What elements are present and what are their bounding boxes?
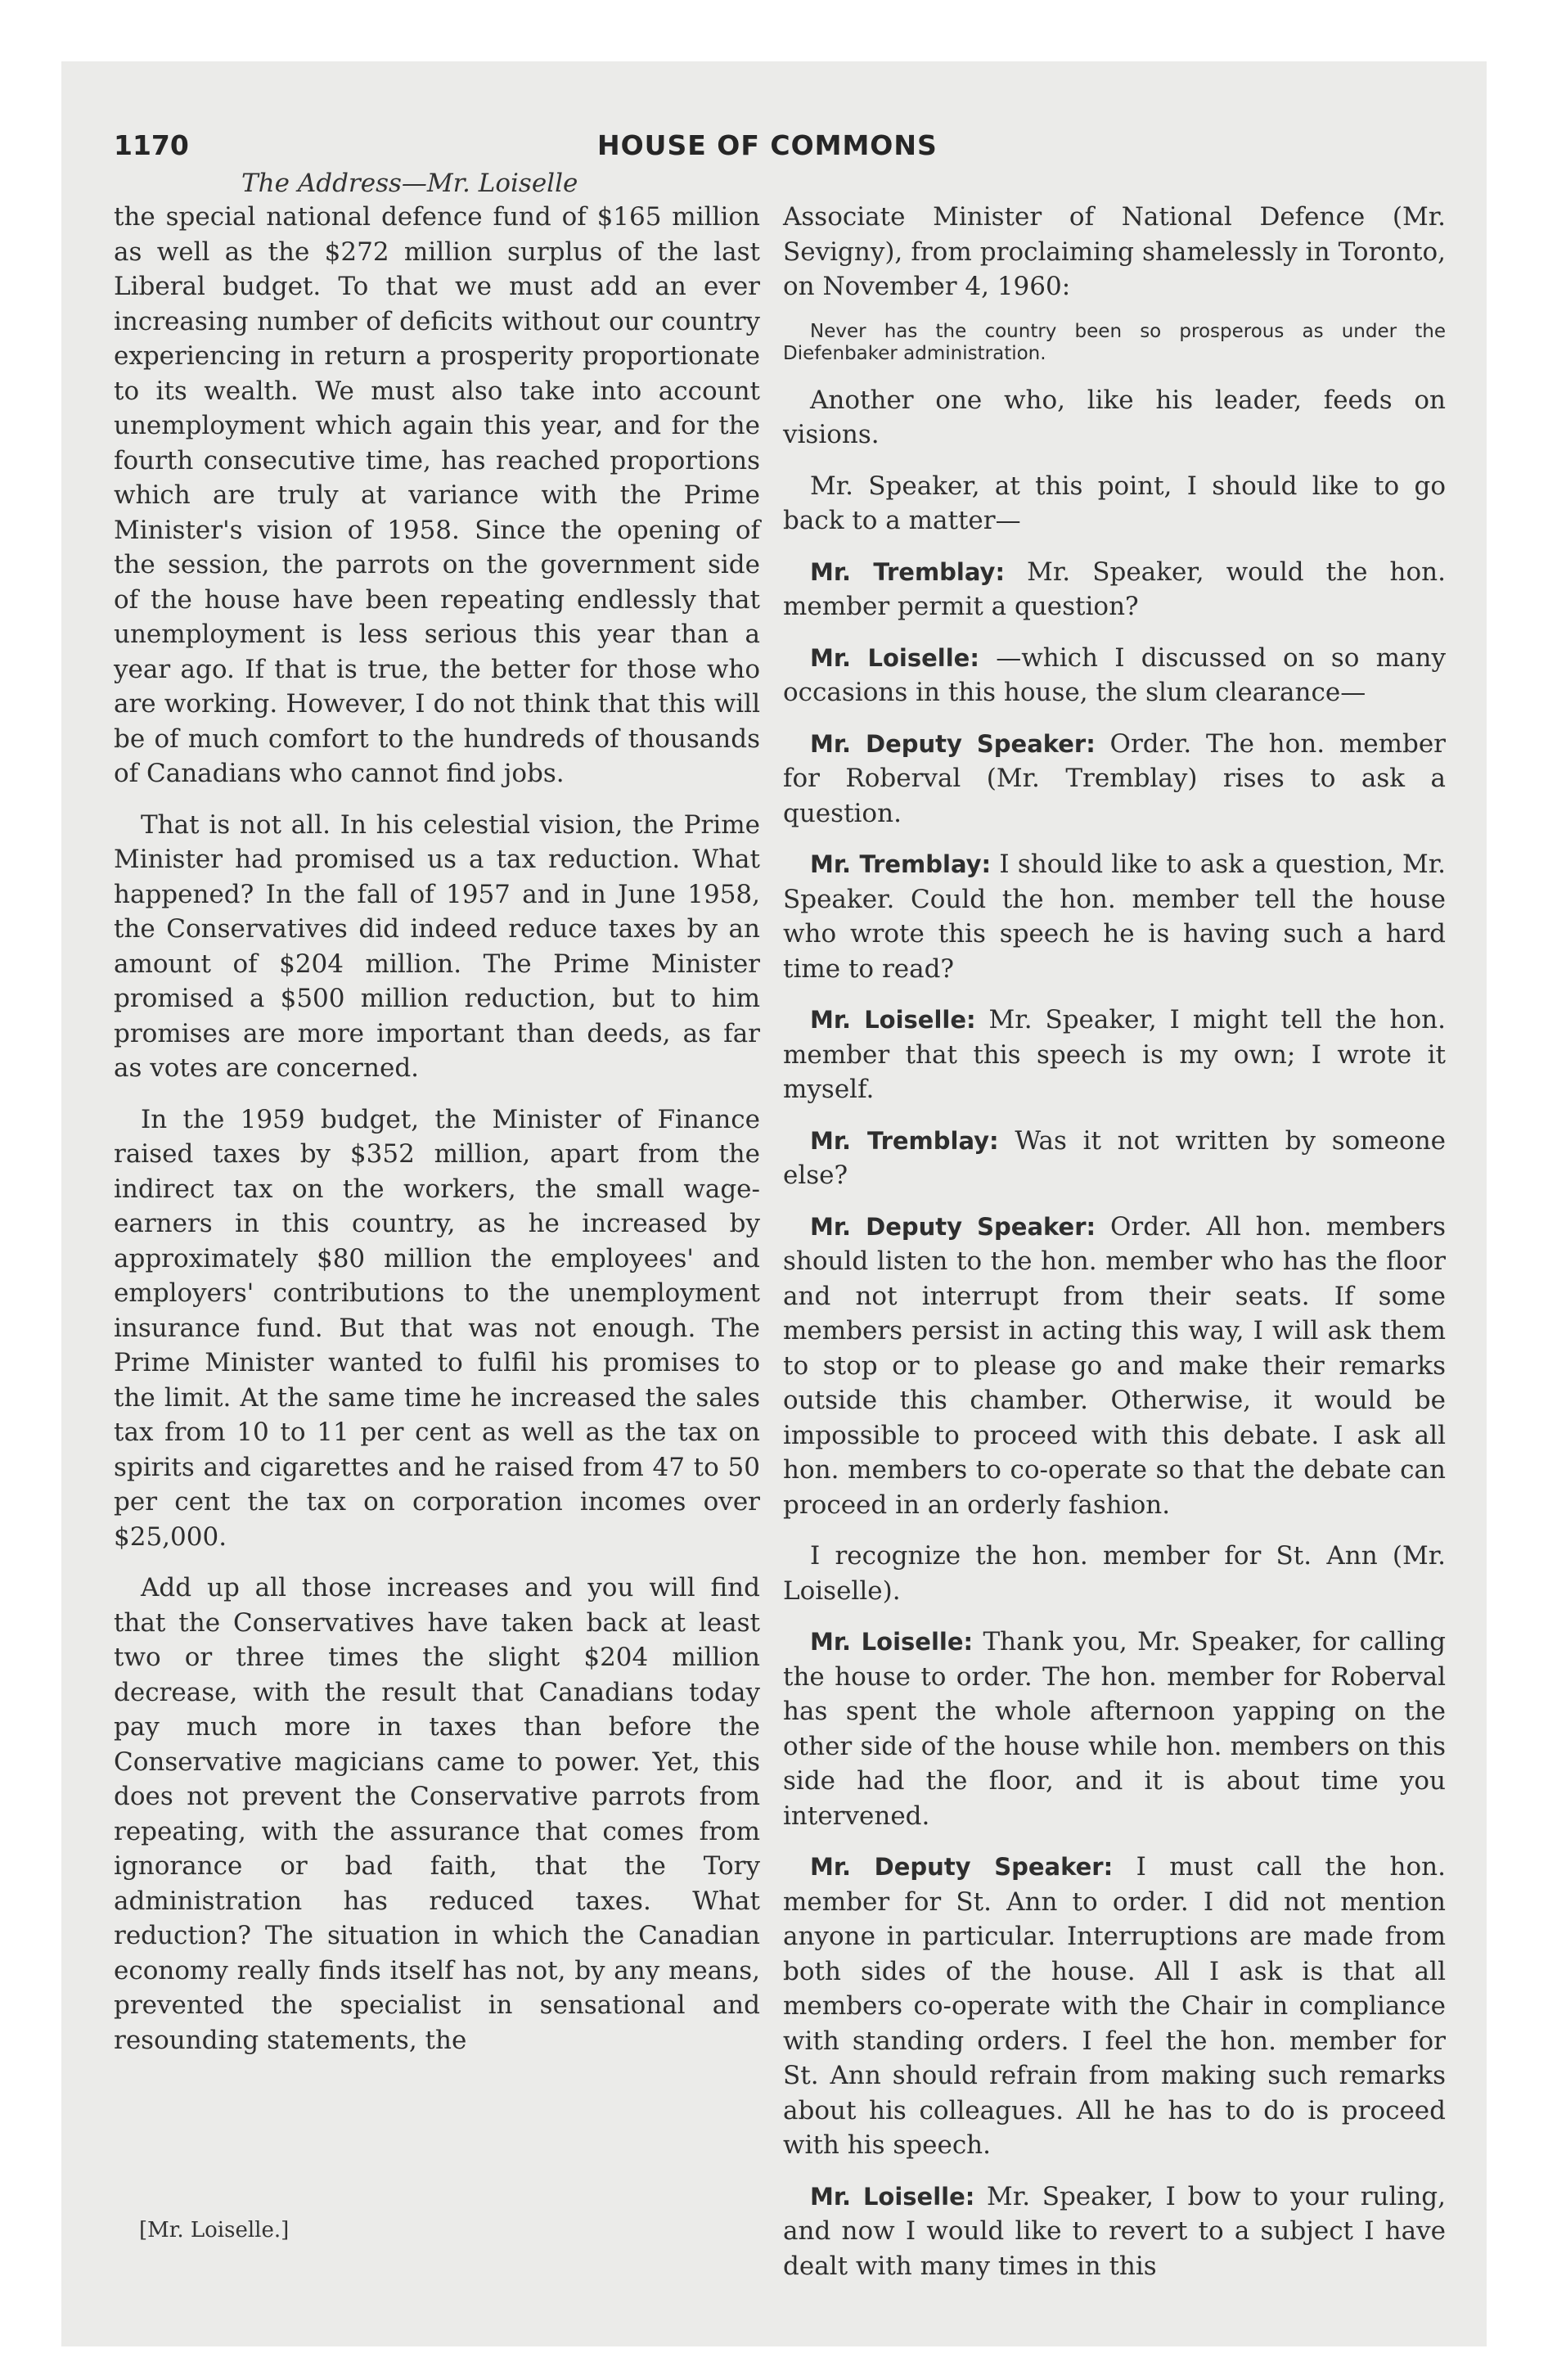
right-column [783, 200, 1446, 2300]
paragraph: the special national defence fund of $165 million as well as the $272 million surplus of the last Liberal budget. To that we must add an ever increasing number of deficits without our country experiencing in return a prosperity proportionate to its wealth. We must also take into account unemployment which again this year, and for the fourth consecutive time, has reached proportions which are truly at variance with the Prime Minister's vision of 1958. Since the opening of the session, the parrots on the government side of the house have been repeating endlessly that unemployment is less serious this year than a year ago. If that is true, the better for those who are working. However, I do not think that this will be of much comfort to the hundreds of thousands of Canadians who cannot find jobs. [114, 202, 760, 788]
speech-text: Order. All hon. members should listen to the hon. member who has the floor and not interrupt from their seats. If some members persist in acting this way, I will ask them to stop or to please go and make their remarks outside this chamber. Otherwise, it would be impossible to proceed with this debate. I ask all hon. members to co-operate so that the debate can proceed in an orderly fashion. [783, 1211, 1446, 1520]
speaker-name: Mr. Loiselle: [810, 1628, 974, 1656]
page-number: 1170 [114, 129, 189, 161]
speech-entry [783, 727, 1446, 832]
speaker-name: Mr. Tremblay: [810, 1126, 999, 1155]
speaker-name: Mr. Loiselle: [810, 2182, 975, 2211]
speech-text: Thank you, Mr. Speaker, for calling the house to order. The hon. member for Roberval has spent the whole afternoon yapping on the other side of the house while hon. members on this side had the floor, and it is about time you intervened. [783, 1627, 1446, 1831]
speech-entry [783, 641, 1446, 710]
paragraph: In the 1959 budget, the Minister of Finance raised taxes by $352 million, apart from the indirect tax on the workers, the small wage-earners in this country, as he increased by approximately $80 million the employees' and employers' contributions to the unemployment insurance fund. But that was not enough. The Prime Minister wanted to fulfil his promises to the limit. At the same time he increased the sales tax from 10 to 11 per cent as well as the tax on spirits and cigarettes and he raised from 47 to 50 per cent the tax on corporation incomes over $25,000. [114, 1104, 760, 1552]
left-column [114, 200, 760, 2074]
speaker-name: Mr. Deputy Speaker: [810, 729, 1096, 758]
speech-text: Mr. Speaker, would the hon. member permit a question? [783, 557, 1446, 621]
speech-text: Order. The hon. member for Roberval (Mr. Tremblay) rises to ask a question. [783, 728, 1446, 828]
speech-text: Was it not written by someone else? [783, 1125, 1446, 1190]
speech-entry [783, 1003, 1446, 1107]
footer-speaker-note: [Mr. Loiselle.] [139, 2218, 290, 2243]
page-header-title: HOUSE OF COMMONS [597, 129, 938, 161]
paragraph: Associate Minister of National Defence (Mr. Sevigny), from proclaiming shamelessly in Toronto, on November 4, 1960: [783, 202, 1446, 301]
speaker-name: Mr. Loiselle: [810, 643, 979, 672]
speech-text: I should like to ask a question, Mr. Speaker. Could the hon. member tell the house who wrote this speech he is having such a hard time to read? [783, 850, 1446, 984]
speech-entry [783, 1210, 1446, 1523]
paragraph: Add up all those increases and you will find that the Conservatives have taken back at least two or three times the slight $204 million decrease, with the result that Canadians today pay much more in taxes than before the Conservative magicians came to power. Yet, this does not prevent the Conservative parrots from repeating, with the assurance that comes from ignorance or bad faith, that the Tory administration has reduced taxes. What reduction? The situation in which the Canadian economy really finds itself has not, by any means, prevented the specialist in sensational and resounding statements, the [114, 1573, 760, 2055]
speaker-name: Mr. Loiselle: [810, 1006, 976, 1034]
speech-entry [783, 2179, 1446, 2284]
speech-entry [783, 1625, 1446, 1833]
speech-text: Mr. Speaker, I bow to your ruling, and now I would like to revert to a subject I have dealt with many times in this [783, 2181, 1446, 2281]
speech-text: I must call the hon. member for St. Ann to order. I did not mention anyone in particular. Interruptions are made from both sides of the house. All I ask is that all members co-operate with the Chair in compliance with standing orders. I feel the hon. member for St. Ann should refrain from making such remarks about his colleagues. All he has to do is proceed with his speech. [783, 1852, 1446, 2160]
paragraph: That is not all. In his celestial vision, the Prime Minister had promised us a tax reduction. What happened? In the fall of 1957 and in June 1958, the Conservatives did indeed reduce taxes by an amount of $204 million. The Prime Minister promised a $500 million reduction, but to him promises are more important than deeds, as far as votes are concerned. [114, 809, 760, 1083]
speech-text: Mr. Speaker, I might tell the hon. member that this speech is my own; I wrote it myself. [783, 1005, 1446, 1104]
paragraph: I recognize the hon. member for St. Ann (Mr. Loiselle). [783, 1541, 1446, 1606]
block-quote: Never has the country been so prosperous as under the Diefenbaker administration. [783, 320, 1446, 364]
speech-entry [783, 847, 1446, 986]
speech-entry [783, 1850, 1446, 2163]
speaker-name: Mr. Deputy Speaker: [810, 1853, 1114, 1881]
speaker-name: Mr. Deputy Speaker: [810, 1212, 1096, 1241]
speech-entry [783, 1124, 1446, 1193]
speaker-name: Mr. Tremblay: [810, 557, 1006, 586]
running-subtitle: The Address—Mr. Loiselle [241, 169, 578, 198]
speech-entry [783, 555, 1446, 624]
speech-text: —which I discussed on so many occasions in this house, the slum clearance— [783, 642, 1446, 707]
speaker-name: Mr. Tremblay: [810, 850, 992, 878]
paragraph: Another one who, like his leader, feeds on visions. [783, 385, 1446, 449]
paragraph: Mr. Speaker, at this point, I should like to go back to a matter— [783, 471, 1446, 535]
